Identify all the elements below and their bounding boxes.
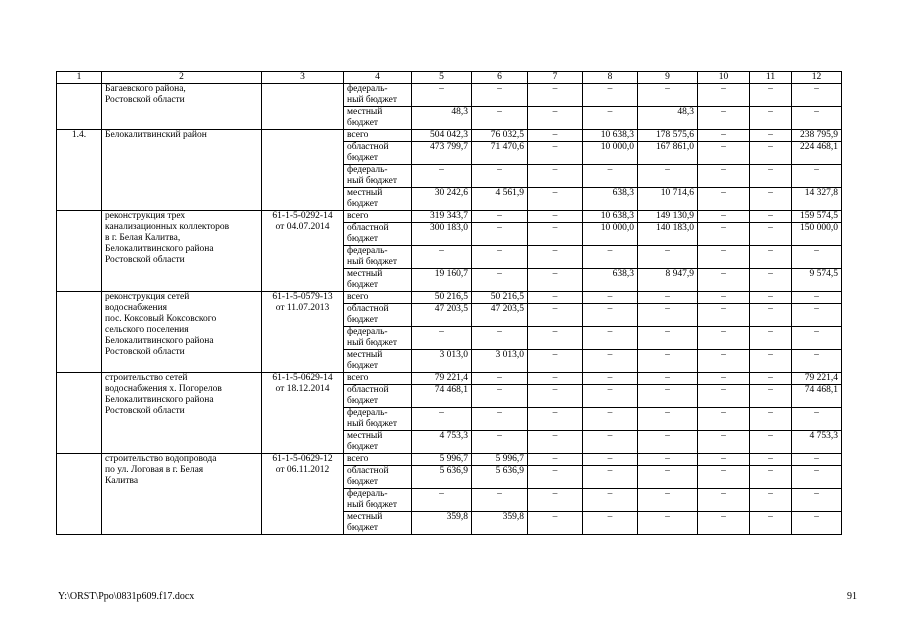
value-cell: – bbox=[528, 327, 583, 350]
budget-type-cell: федераль- ный бюджет bbox=[344, 408, 412, 431]
value-cell: 8 947,9 bbox=[638, 269, 698, 292]
value-cell: – bbox=[750, 142, 792, 165]
value-cell: – bbox=[583, 408, 638, 431]
value-cell: – bbox=[698, 107, 750, 130]
value-cell: – bbox=[792, 454, 842, 466]
value-cell: 74 468,1 bbox=[792, 385, 842, 408]
value-cell: – bbox=[698, 327, 750, 350]
value-cell: 10 638,3 bbox=[583, 211, 638, 223]
budget-type-cell: федераль- ный бюджет bbox=[344, 246, 412, 269]
value-cell: – bbox=[583, 246, 638, 269]
value-cell: 167 861,0 bbox=[638, 142, 698, 165]
column-header: 1 bbox=[57, 72, 102, 84]
value-cell: – bbox=[583, 350, 638, 373]
value-cell: – bbox=[698, 223, 750, 246]
footer-file-path: Y:\ORST\Ppo\0831p609.f17.docx bbox=[58, 591, 195, 602]
value-cell: 19 160,7 bbox=[412, 269, 472, 292]
value-cell: – bbox=[698, 142, 750, 165]
budget-type-cell: местный бюджет bbox=[344, 431, 412, 454]
value-cell: – bbox=[750, 385, 792, 408]
value-cell: – bbox=[638, 304, 698, 327]
value-cell: – bbox=[528, 454, 583, 466]
value-cell: – bbox=[528, 350, 583, 373]
value-cell: – bbox=[750, 454, 792, 466]
value-cell: 319 343,7 bbox=[412, 211, 472, 223]
value-cell: – bbox=[528, 431, 583, 454]
value-cell: – bbox=[528, 466, 583, 489]
value-cell: – bbox=[698, 408, 750, 431]
value-cell: – bbox=[698, 304, 750, 327]
value-cell: – bbox=[792, 165, 842, 188]
row-index-cell bbox=[57, 211, 102, 292]
value-cell: 3 013,0 bbox=[472, 350, 528, 373]
value-cell: 79 221,4 bbox=[792, 373, 842, 385]
column-header: 5 bbox=[412, 72, 472, 84]
budget-type-cell: федераль- ный бюджет bbox=[344, 165, 412, 188]
value-cell: – bbox=[472, 489, 528, 512]
value-cell: – bbox=[528, 142, 583, 165]
value-cell: – bbox=[698, 466, 750, 489]
value-cell: – bbox=[472, 165, 528, 188]
value-cell: 4 753,3 bbox=[792, 431, 842, 454]
value-cell: – bbox=[583, 292, 638, 304]
value-cell: – bbox=[528, 269, 583, 292]
value-cell: 300 183,0 bbox=[412, 223, 472, 246]
value-cell: 638,3 bbox=[583, 188, 638, 211]
value-cell: – bbox=[750, 292, 792, 304]
value-cell: – bbox=[698, 211, 750, 223]
value-cell: – bbox=[698, 489, 750, 512]
table-row bbox=[57, 373, 842, 385]
value-cell: – bbox=[583, 327, 638, 350]
column-header: 4 bbox=[344, 72, 412, 84]
column-header: 6 bbox=[472, 72, 528, 84]
value-cell: – bbox=[750, 107, 792, 130]
document-number-cell: 61-1-5-0292-14 от 04.07.2014 bbox=[262, 211, 344, 292]
value-cell: 159 574,5 bbox=[792, 211, 842, 223]
value-cell: – bbox=[750, 304, 792, 327]
object-name-cell: реконструкция сетей водоснабжения пос. Коксовый Коксовского сельского поселения Белокалитвинского района Ростовской области bbox=[102, 292, 262, 373]
value-cell: 48,3 bbox=[638, 107, 698, 130]
row-index-cell bbox=[57, 373, 102, 454]
value-cell: 10 000,0 bbox=[583, 142, 638, 165]
value-cell: – bbox=[528, 107, 583, 130]
value-cell: – bbox=[412, 327, 472, 350]
budget-type-cell: всего bbox=[344, 130, 412, 142]
value-cell: – bbox=[792, 489, 842, 512]
value-cell: – bbox=[528, 130, 583, 142]
value-cell: 5 636,9 bbox=[472, 466, 528, 489]
value-cell: – bbox=[698, 246, 750, 269]
object-name-cell: строительство водопровода по ул. Логовая в г. Белая Калитва bbox=[102, 454, 262, 535]
column-header: 10 bbox=[698, 72, 750, 84]
value-cell: 504 042,3 bbox=[412, 130, 472, 142]
value-cell: 10 000,0 bbox=[583, 223, 638, 246]
value-cell: – bbox=[472, 408, 528, 431]
budget-table bbox=[56, 71, 842, 535]
value-cell: – bbox=[528, 188, 583, 211]
value-cell: – bbox=[750, 373, 792, 385]
value-cell: 473 799,7 bbox=[412, 142, 472, 165]
column-header: 11 bbox=[750, 72, 792, 84]
column-header: 8 bbox=[583, 72, 638, 84]
value-cell: 149 130,9 bbox=[638, 211, 698, 223]
value-cell: – bbox=[698, 130, 750, 142]
value-cell: 74 468,1 bbox=[412, 385, 472, 408]
value-cell: 5 996,7 bbox=[472, 454, 528, 466]
value-cell: – bbox=[528, 373, 583, 385]
table-row bbox=[57, 84, 842, 107]
value-cell: 50 216,5 bbox=[472, 292, 528, 304]
value-cell: – bbox=[792, 408, 842, 431]
value-cell: – bbox=[528, 84, 583, 107]
value-cell: 47 203,5 bbox=[472, 304, 528, 327]
value-cell: – bbox=[698, 385, 750, 408]
budget-type-cell: областной бюджет bbox=[344, 304, 412, 327]
value-cell: – bbox=[638, 408, 698, 431]
value-cell: – bbox=[472, 84, 528, 107]
value-cell: – bbox=[638, 350, 698, 373]
column-header: 3 bbox=[262, 72, 344, 84]
column-header: 12 bbox=[792, 72, 842, 84]
document-number-cell: 61-1-5-0629-12 от 06.11.2012 bbox=[262, 454, 344, 535]
value-cell: 30 242,6 bbox=[412, 188, 472, 211]
value-cell: 9 574,5 bbox=[792, 269, 842, 292]
value-cell: – bbox=[698, 512, 750, 535]
row-index-cell bbox=[57, 454, 102, 535]
budget-type-cell: местный бюджет bbox=[344, 188, 412, 211]
value-cell: – bbox=[750, 512, 792, 535]
value-cell: 638,3 bbox=[583, 269, 638, 292]
value-cell: – bbox=[750, 223, 792, 246]
value-cell: – bbox=[583, 107, 638, 130]
value-cell: – bbox=[638, 292, 698, 304]
object-name-cell: строительство сетей водоснабжения х. Погорелов Белокалитвинского района Ростовской области bbox=[102, 373, 262, 454]
value-cell: – bbox=[412, 246, 472, 269]
budget-type-cell: местный бюджет bbox=[344, 107, 412, 130]
value-cell: – bbox=[412, 408, 472, 431]
value-cell: – bbox=[792, 512, 842, 535]
table-row bbox=[57, 292, 842, 304]
value-cell: – bbox=[472, 211, 528, 223]
value-cell: – bbox=[472, 223, 528, 246]
value-cell: – bbox=[792, 466, 842, 489]
value-cell: – bbox=[638, 373, 698, 385]
value-cell: – bbox=[698, 269, 750, 292]
value-cell: – bbox=[472, 431, 528, 454]
value-cell: – bbox=[412, 84, 472, 107]
value-cell: – bbox=[638, 84, 698, 107]
budget-type-cell: областной бюджет bbox=[344, 223, 412, 246]
value-cell: 4 561,9 bbox=[472, 188, 528, 211]
value-cell: – bbox=[528, 385, 583, 408]
value-cell: – bbox=[750, 246, 792, 269]
value-cell: – bbox=[792, 350, 842, 373]
value-cell: – bbox=[750, 188, 792, 211]
value-cell: – bbox=[698, 454, 750, 466]
value-cell: – bbox=[698, 373, 750, 385]
budget-type-cell: федераль- ный бюджет bbox=[344, 84, 412, 107]
value-cell: – bbox=[698, 431, 750, 454]
value-cell: – bbox=[472, 269, 528, 292]
value-cell: – bbox=[698, 350, 750, 373]
budget-type-cell: местный бюджет bbox=[344, 512, 412, 535]
column-header: 9 bbox=[638, 72, 698, 84]
object-name-cell: реконструкция трех канализационных коллекторов в г. Белая Калитва, Белокалитвинского района Ростовской области bbox=[102, 211, 262, 292]
value-cell: – bbox=[638, 512, 698, 535]
value-cell: 178 575,6 bbox=[638, 130, 698, 142]
value-cell: – bbox=[528, 223, 583, 246]
value-cell: – bbox=[750, 130, 792, 142]
value-cell: – bbox=[412, 165, 472, 188]
value-cell: 238 795,9 bbox=[792, 130, 842, 142]
value-cell: – bbox=[638, 385, 698, 408]
value-cell: – bbox=[583, 84, 638, 107]
value-cell: 5 636,9 bbox=[412, 466, 472, 489]
value-cell: 3 013,0 bbox=[412, 350, 472, 373]
column-header: 2 bbox=[102, 72, 262, 84]
value-cell: – bbox=[750, 489, 792, 512]
document-number-cell bbox=[262, 84, 344, 130]
value-cell: 359,8 bbox=[412, 512, 472, 535]
table-header bbox=[57, 72, 842, 84]
row-index-cell bbox=[57, 84, 102, 130]
row-index-cell bbox=[57, 292, 102, 373]
value-cell: – bbox=[583, 373, 638, 385]
budget-type-cell: всего bbox=[344, 373, 412, 385]
value-cell: – bbox=[528, 211, 583, 223]
value-cell: – bbox=[583, 165, 638, 188]
value-cell: 48,3 bbox=[412, 107, 472, 130]
document-number-cell: 61-1-5-0579-13 от 11.07.2013 bbox=[262, 292, 344, 373]
table-row bbox=[57, 454, 842, 466]
value-cell: – bbox=[750, 165, 792, 188]
value-cell: – bbox=[638, 327, 698, 350]
value-cell: – bbox=[583, 431, 638, 454]
value-cell: – bbox=[750, 350, 792, 373]
value-cell: 359,8 bbox=[472, 512, 528, 535]
value-cell: – bbox=[638, 165, 698, 188]
budget-type-cell: федераль- ный бюджет bbox=[344, 489, 412, 512]
value-cell: 10 714,6 bbox=[638, 188, 698, 211]
value-cell: – bbox=[583, 304, 638, 327]
value-cell: 79 221,4 bbox=[412, 373, 472, 385]
value-cell: – bbox=[750, 327, 792, 350]
value-cell: 150 000,0 bbox=[792, 223, 842, 246]
budget-type-cell: всего bbox=[344, 292, 412, 304]
page-number: 91 bbox=[847, 591, 857, 602]
value-cell: 10 638,3 bbox=[583, 130, 638, 142]
value-cell: 224 468,1 bbox=[792, 142, 842, 165]
value-cell: – bbox=[792, 84, 842, 107]
value-cell: – bbox=[583, 489, 638, 512]
value-cell: – bbox=[472, 327, 528, 350]
value-cell: – bbox=[412, 489, 472, 512]
value-cell: – bbox=[528, 489, 583, 512]
value-cell: – bbox=[583, 385, 638, 408]
budget-type-cell: всего bbox=[344, 454, 412, 466]
value-cell: – bbox=[472, 385, 528, 408]
value-cell: – bbox=[750, 211, 792, 223]
value-cell: – bbox=[583, 454, 638, 466]
value-cell: – bbox=[528, 304, 583, 327]
column-header: 7 bbox=[528, 72, 583, 84]
value-cell: – bbox=[472, 107, 528, 130]
budget-type-cell: местный бюджет bbox=[344, 350, 412, 373]
value-cell: – bbox=[792, 304, 842, 327]
row-index-cell: 1.4. bbox=[57, 130, 102, 211]
table-row bbox=[57, 130, 842, 142]
budget-type-cell: местный бюджет bbox=[344, 269, 412, 292]
value-cell: – bbox=[698, 165, 750, 188]
value-cell: – bbox=[472, 246, 528, 269]
object-name-cell: Багаевского района, Ростовской области bbox=[102, 84, 262, 130]
header-row bbox=[57, 72, 842, 84]
value-cell: – bbox=[638, 246, 698, 269]
value-cell: – bbox=[750, 431, 792, 454]
value-cell: – bbox=[638, 454, 698, 466]
value-cell: – bbox=[792, 327, 842, 350]
table-body bbox=[57, 84, 842, 535]
value-cell: – bbox=[750, 84, 792, 107]
value-cell: – bbox=[750, 269, 792, 292]
value-cell: 14 327,8 bbox=[792, 188, 842, 211]
object-name-cell: Белокалитвинский район bbox=[102, 130, 262, 211]
value-cell: – bbox=[638, 431, 698, 454]
value-cell: – bbox=[698, 84, 750, 107]
budget-type-cell: областной бюджет bbox=[344, 466, 412, 489]
value-cell: – bbox=[750, 466, 792, 489]
value-cell: – bbox=[638, 489, 698, 512]
budget-type-cell: федераль- ный бюджет bbox=[344, 327, 412, 350]
value-cell: – bbox=[528, 292, 583, 304]
value-cell: – bbox=[528, 512, 583, 535]
value-cell: – bbox=[528, 408, 583, 431]
value-cell: – bbox=[583, 466, 638, 489]
document-number-cell bbox=[262, 130, 344, 211]
value-cell: – bbox=[792, 107, 842, 130]
value-cell: 140 183,0 bbox=[638, 223, 698, 246]
value-cell: 76 032,5 bbox=[472, 130, 528, 142]
value-cell: – bbox=[792, 292, 842, 304]
budget-type-cell: всего bbox=[344, 211, 412, 223]
value-cell: 71 470,6 bbox=[472, 142, 528, 165]
value-cell: – bbox=[528, 246, 583, 269]
value-cell: – bbox=[750, 408, 792, 431]
value-cell: 4 753,3 bbox=[412, 431, 472, 454]
budget-type-cell: областной бюджет bbox=[344, 142, 412, 165]
value-cell: – bbox=[792, 246, 842, 269]
value-cell: 50 216,5 bbox=[412, 292, 472, 304]
value-cell: – bbox=[528, 165, 583, 188]
value-cell: – bbox=[638, 466, 698, 489]
value-cell: 47 203,5 bbox=[412, 304, 472, 327]
value-cell: – bbox=[472, 373, 528, 385]
value-cell: – bbox=[698, 188, 750, 211]
value-cell: – bbox=[698, 292, 750, 304]
budget-type-cell: областной бюджет bbox=[344, 385, 412, 408]
table-row bbox=[57, 211, 842, 223]
value-cell: – bbox=[583, 512, 638, 535]
document-number-cell: 61-1-5-0629-14 от 18.12.2014 bbox=[262, 373, 344, 454]
value-cell: 5 996,7 bbox=[412, 454, 472, 466]
